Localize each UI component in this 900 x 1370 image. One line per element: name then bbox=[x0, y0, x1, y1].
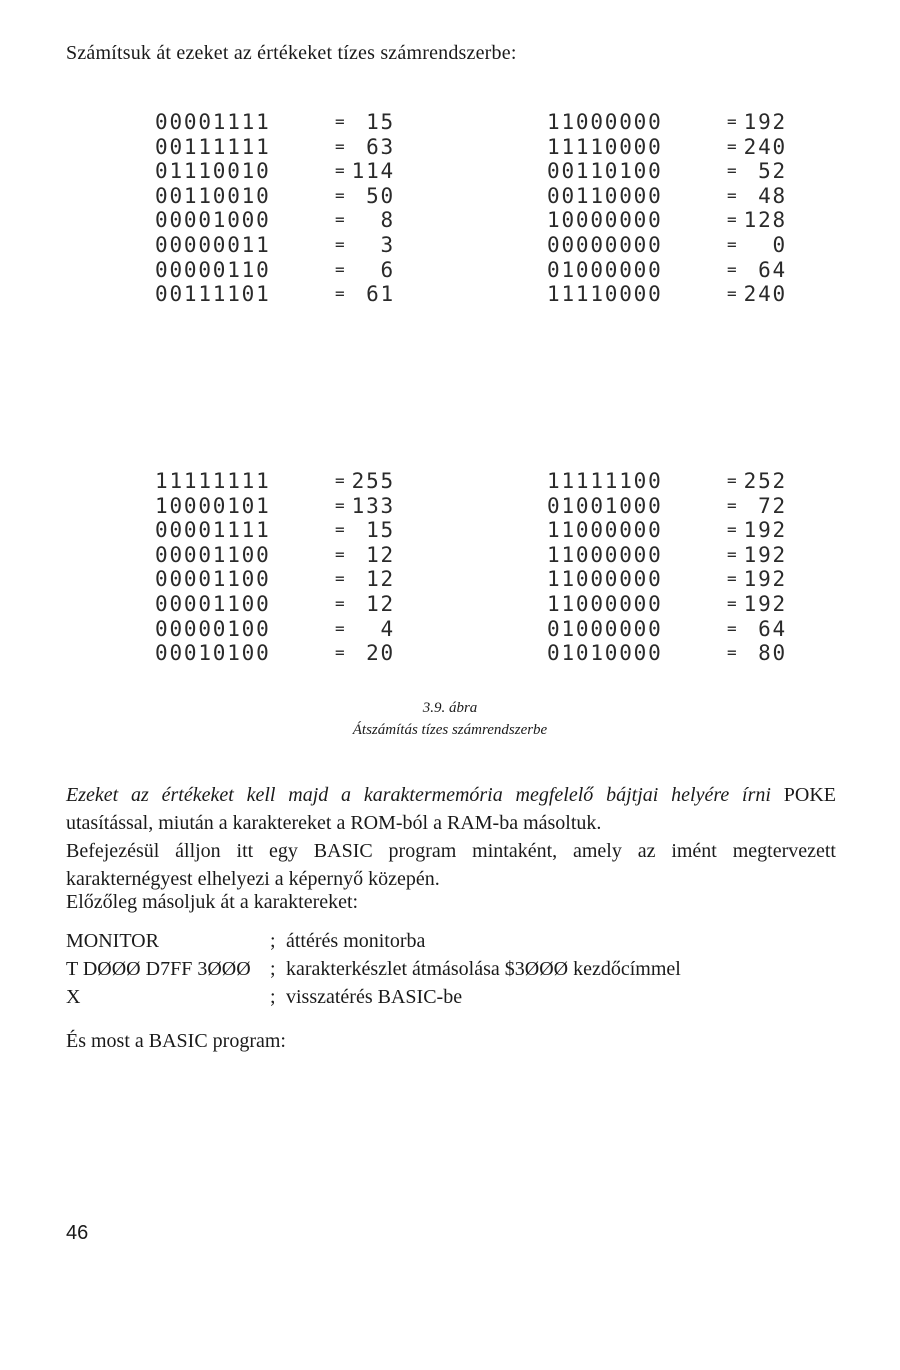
decimal-value: 20 bbox=[366, 641, 395, 666]
equals-sign: = bbox=[335, 259, 347, 279]
binary-value: 11000000 bbox=[547, 518, 663, 543]
monitor-commands-table bbox=[66, 930, 681, 1014]
conversion-row bbox=[547, 159, 787, 184]
paragraph-copy-first-text: Előzőleg másoljuk át a karaktereket: bbox=[66, 891, 359, 913]
binary-value: 00001111 bbox=[155, 110, 271, 134]
equals-sign: = bbox=[727, 495, 739, 515]
equals-sign: = bbox=[335, 161, 347, 181]
conversion-block-bottom-left bbox=[155, 469, 395, 666]
conversion-row bbox=[155, 494, 395, 519]
equals-sign: = bbox=[727, 471, 739, 490]
binary-value: 01000000 bbox=[547, 616, 663, 641]
conversion-row bbox=[547, 469, 787, 494]
conversion-row bbox=[155, 567, 395, 592]
decimal-value: 61 bbox=[366, 282, 395, 307]
equals-sign: = bbox=[335, 471, 347, 490]
paragraph-basic-program-text: És most a BASIC program: bbox=[66, 1030, 286, 1052]
conversion-row bbox=[155, 469, 395, 494]
conversion-row bbox=[155, 518, 395, 543]
equals-sign: = bbox=[335, 112, 347, 131]
equals-sign: = bbox=[727, 593, 739, 613]
equals-sign: = bbox=[335, 618, 347, 638]
conversion-row bbox=[155, 258, 395, 283]
binary-value: 00110100 bbox=[547, 159, 663, 184]
binary-value: 00001111 bbox=[155, 518, 271, 543]
decimal-value: 15 bbox=[366, 110, 395, 134]
binary-value: 01001000 bbox=[547, 493, 663, 518]
binary-value: 00001100 bbox=[155, 542, 271, 567]
command-text: T DØØØ D7FF 3ØØØ bbox=[66, 958, 251, 980]
decimal-value: 15 bbox=[366, 518, 395, 543]
paragraph-poke-rest: POKE utasítással, miután a karaktereket a ROM-ból a RAM-ba másoltuk. bbox=[66, 784, 836, 834]
equals-sign: = bbox=[727, 643, 739, 663]
conversion-row bbox=[547, 208, 787, 233]
binary-value: 01110010 bbox=[155, 159, 271, 184]
equals-sign: = bbox=[335, 520, 347, 540]
command-separator: ; bbox=[270, 986, 276, 1008]
paragraph-poke-italic: Ezeket az értékeket kell majd a karaktermemória megfelelő bájtjai helyére írni bbox=[66, 784, 771, 806]
conversion-row bbox=[547, 233, 787, 258]
command-description: visszatérés BASIC-be bbox=[286, 986, 463, 1008]
binary-value: 11110000 bbox=[547, 134, 663, 159]
conversion-row bbox=[547, 110, 787, 135]
equals-sign: = bbox=[335, 284, 347, 304]
conversion-row bbox=[155, 543, 395, 568]
binary-value: 00111101 bbox=[155, 282, 271, 307]
conversion-block-top-right bbox=[547, 110, 787, 307]
binary-value: 00010100 bbox=[155, 641, 271, 666]
conversion-row bbox=[155, 184, 395, 209]
command-row bbox=[66, 986, 681, 1014]
conversion-row bbox=[155, 135, 395, 160]
decimal-value: 50 bbox=[366, 183, 395, 208]
conversion-row bbox=[547, 543, 787, 568]
decimal-value: 52 bbox=[758, 159, 787, 184]
decimal-value: 12 bbox=[366, 542, 395, 567]
decimal-value: 255 bbox=[351, 469, 395, 493]
decimal-value: 114 bbox=[351, 159, 395, 184]
binary-value: 11000000 bbox=[547, 542, 663, 567]
decimal-value: 3 bbox=[380, 232, 395, 257]
conversion-row bbox=[547, 135, 787, 160]
decimal-value: 192 bbox=[743, 567, 787, 592]
binary-value: 00001100 bbox=[155, 591, 271, 616]
binary-value: 11110000 bbox=[547, 282, 663, 307]
decimal-value: 0 bbox=[772, 232, 787, 257]
equals-sign: = bbox=[335, 643, 347, 663]
decimal-value: 192 bbox=[743, 110, 787, 134]
command-row bbox=[66, 930, 681, 958]
paragraph-basic-intro bbox=[66, 838, 836, 893]
equals-sign: = bbox=[727, 185, 739, 205]
conversion-row bbox=[547, 617, 787, 642]
binary-value: 00001000 bbox=[155, 208, 271, 233]
conversion-row bbox=[155, 592, 395, 617]
command-text: X bbox=[66, 986, 81, 1008]
binary-value: 11000000 bbox=[547, 110, 663, 134]
equals-sign: = bbox=[335, 234, 347, 254]
decimal-value: 12 bbox=[366, 591, 395, 616]
conversion-row bbox=[547, 184, 787, 209]
decimal-value: 48 bbox=[758, 183, 787, 208]
decimal-value: 8 bbox=[380, 208, 395, 233]
conversion-row bbox=[155, 110, 395, 135]
equals-sign: = bbox=[727, 544, 739, 564]
conversion-row bbox=[547, 592, 787, 617]
equals-sign: = bbox=[727, 112, 739, 131]
conversion-row bbox=[155, 617, 395, 642]
paragraph-copy-first bbox=[66, 889, 836, 917]
conversion-row bbox=[547, 258, 787, 283]
conversion-row bbox=[547, 567, 787, 592]
decimal-value: 128 bbox=[743, 208, 787, 233]
page-number: 46 bbox=[66, 1222, 89, 1244]
conversion-row bbox=[155, 233, 395, 258]
equals-sign: = bbox=[335, 210, 347, 230]
binary-value: 11000000 bbox=[547, 591, 663, 616]
decimal-value: 133 bbox=[351, 493, 395, 518]
binary-value: 11000000 bbox=[547, 567, 663, 592]
conversion-row bbox=[547, 518, 787, 543]
equals-sign: = bbox=[727, 569, 739, 589]
binary-value: 00110010 bbox=[155, 183, 271, 208]
figure-title: Átszámítás tízes számrendszerbe bbox=[352, 722, 548, 738]
equals-sign: = bbox=[727, 618, 739, 638]
equals-sign: = bbox=[335, 544, 347, 564]
decimal-value: 63 bbox=[366, 134, 395, 159]
decimal-value: 192 bbox=[743, 542, 787, 567]
decimal-value: 72 bbox=[758, 493, 787, 518]
equals-sign: = bbox=[727, 520, 739, 540]
conversion-row bbox=[155, 208, 395, 233]
conversion-block-bottom-right bbox=[547, 469, 787, 666]
decimal-value: 12 bbox=[366, 567, 395, 592]
conversion-row bbox=[547, 282, 787, 307]
binary-value: 11111100 bbox=[547, 469, 663, 493]
paragraph-basic-program bbox=[66, 1028, 836, 1056]
decimal-value: 192 bbox=[743, 591, 787, 616]
decimal-value: 192 bbox=[743, 518, 787, 543]
command-separator: ; bbox=[270, 930, 276, 952]
binary-value: 10000000 bbox=[547, 208, 663, 233]
binary-value: 11111111 bbox=[155, 469, 271, 493]
conversion-row bbox=[547, 641, 787, 666]
binary-value: 00000110 bbox=[155, 257, 271, 282]
equals-sign: = bbox=[335, 593, 347, 613]
equals-sign: = bbox=[727, 161, 739, 181]
equals-sign: = bbox=[727, 234, 739, 254]
command-separator: ; bbox=[270, 958, 276, 980]
equals-sign: = bbox=[335, 136, 347, 156]
binary-value: 00111111 bbox=[155, 134, 271, 159]
paragraph-poke bbox=[66, 782, 836, 837]
decimal-value: 64 bbox=[758, 257, 787, 282]
binary-value: 01000000 bbox=[547, 257, 663, 282]
equals-sign: = bbox=[727, 284, 739, 304]
binary-value: 00000011 bbox=[155, 232, 271, 257]
decimal-value: 4 bbox=[380, 616, 395, 641]
binary-value: 00000100 bbox=[155, 616, 271, 641]
decimal-value: 64 bbox=[758, 616, 787, 641]
decimal-value: 6 bbox=[380, 257, 395, 282]
command-description: karakterkészlet átmásolása $3ØØØ kezdőcímmel bbox=[286, 958, 681, 980]
conversion-block-top-left bbox=[155, 110, 395, 307]
conversion-row bbox=[155, 282, 395, 307]
command-description: áttérés monitorba bbox=[286, 930, 426, 952]
binary-value: 00000000 bbox=[547, 232, 663, 257]
decimal-value: 240 bbox=[743, 134, 787, 159]
conversion-row bbox=[155, 159, 395, 184]
decimal-value: 80 bbox=[758, 641, 787, 666]
binary-value: 00001100 bbox=[155, 567, 271, 592]
command-row bbox=[66, 958, 681, 986]
decimal-value: 252 bbox=[743, 469, 787, 493]
equals-sign: = bbox=[335, 185, 347, 205]
conversion-row bbox=[547, 494, 787, 519]
equals-sign: = bbox=[727, 259, 739, 279]
equals-sign: = bbox=[335, 569, 347, 589]
conversion-row bbox=[155, 641, 395, 666]
equals-sign: = bbox=[727, 136, 739, 156]
binary-value: 01010000 bbox=[547, 641, 663, 666]
decimal-value: 240 bbox=[743, 282, 787, 307]
equals-sign: = bbox=[727, 210, 739, 230]
binary-value: 10000101 bbox=[155, 493, 271, 518]
intro-text: Számítsuk át ezeket az értékeket tízes számrendszerbe: bbox=[66, 42, 517, 64]
equals-sign: = bbox=[335, 495, 347, 515]
figure-number: 3.9. ábra bbox=[422, 700, 478, 716]
command-text: MONITOR bbox=[66, 930, 159, 952]
binary-value: 00110000 bbox=[547, 183, 663, 208]
paragraph-basic-intro-text: Befejezésül álljon itt egy BASIC program mintaként, amely az imént megtervezett karakternégyest elhelyezi a képernyő közepén. bbox=[66, 840, 836, 890]
